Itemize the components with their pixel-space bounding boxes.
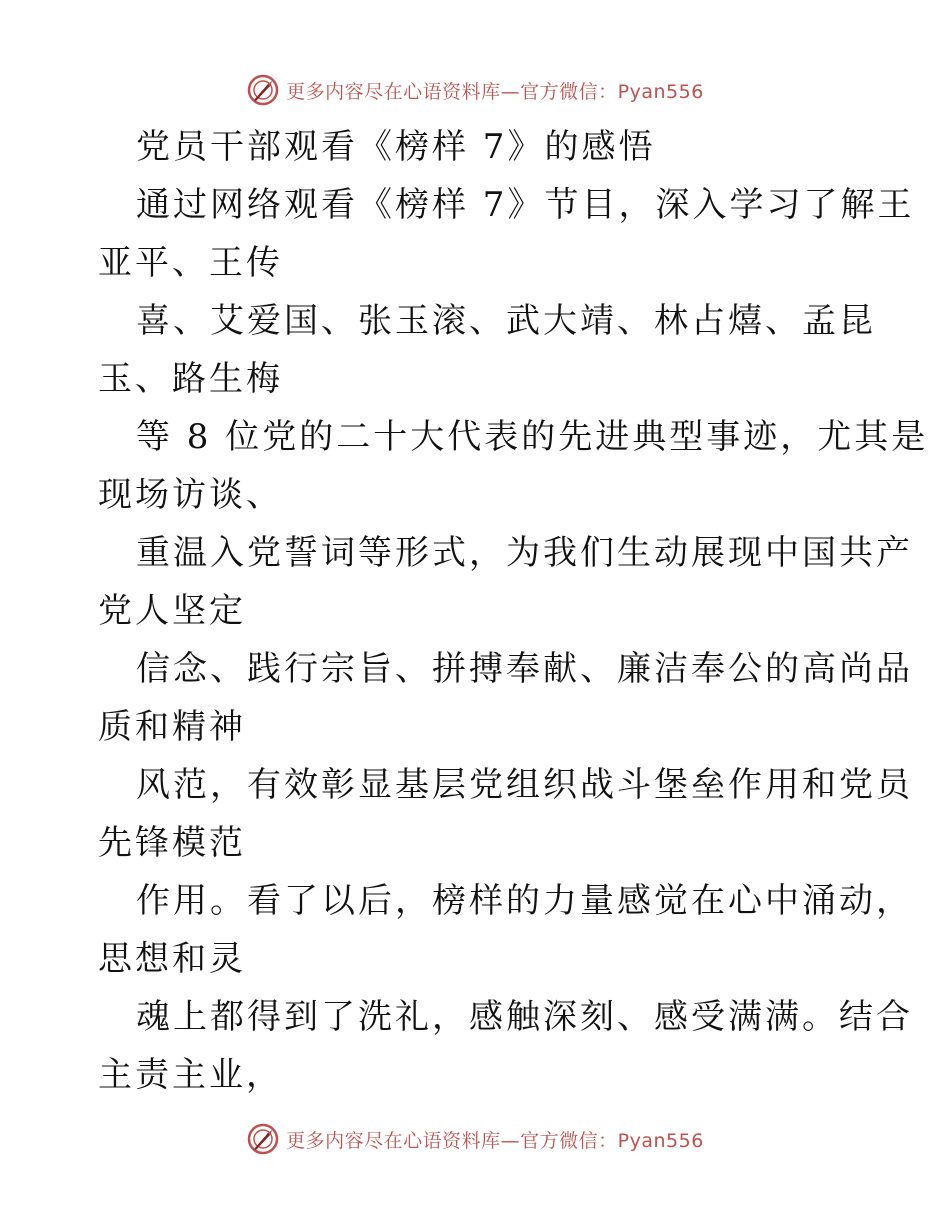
paragraph-line: 通过网络观看《榜样 7》节目，深入学习了解王 bbox=[136, 185, 915, 225]
paragraph-line: 先锋模范 bbox=[98, 823, 246, 863]
paragraph-line: 重温入党誓词等形式，为我们生动展现中国共产 bbox=[136, 533, 913, 573]
paragraph-line: 现场访谈、 bbox=[98, 475, 283, 515]
paragraph-line: 主责主业， bbox=[98, 1055, 283, 1095]
paragraph-line: 作用。看了以后，榜样的力量感觉在心中涌动， bbox=[136, 881, 913, 921]
footer-banner bbox=[0, 1121, 950, 1157]
pen-nib-circle-logo-icon bbox=[246, 1122, 280, 1156]
footer-banner-text: 更多内容尽在心语资料库—官方微信：Pyan556 bbox=[286, 1129, 704, 1152]
paragraph-line: 玉、路生梅 bbox=[98, 359, 283, 399]
paragraph-line: 党人坚定 bbox=[98, 591, 246, 631]
paragraph-line: 质和精神 bbox=[98, 707, 246, 747]
paragraph-line: 信念、践行宗旨、拼搏奉献、廉洁奉公的高尚品 bbox=[136, 649, 913, 689]
header-banner bbox=[0, 72, 950, 108]
paragraph-line: 魂上都得到了洗礼，感触深刻、感受满满。结合 bbox=[136, 997, 913, 1037]
pen-nib-circle-logo-icon bbox=[246, 73, 280, 107]
paragraph-line: 思想和灵 bbox=[98, 939, 246, 979]
header-banner-text: 更多内容尽在心语资料库—官方微信：Pyan556 bbox=[286, 80, 704, 103]
paragraph-line: 喜、艾爱国、张玉滚、武大靖、林占熺、孟昆 bbox=[136, 301, 876, 341]
paragraph-line: 等 8 位党的二十大代表的先进典型事迹，尤其是 bbox=[136, 417, 929, 457]
document-body bbox=[98, 118, 929, 1104]
document-title: 党员干部观看《榜样 7》的感悟 bbox=[136, 127, 656, 167]
paragraph-line: 亚平、王传 bbox=[98, 243, 283, 283]
paragraph-line: 风范，有效彰显基层党组织战斗堡垒作用和党员 bbox=[136, 765, 913, 805]
